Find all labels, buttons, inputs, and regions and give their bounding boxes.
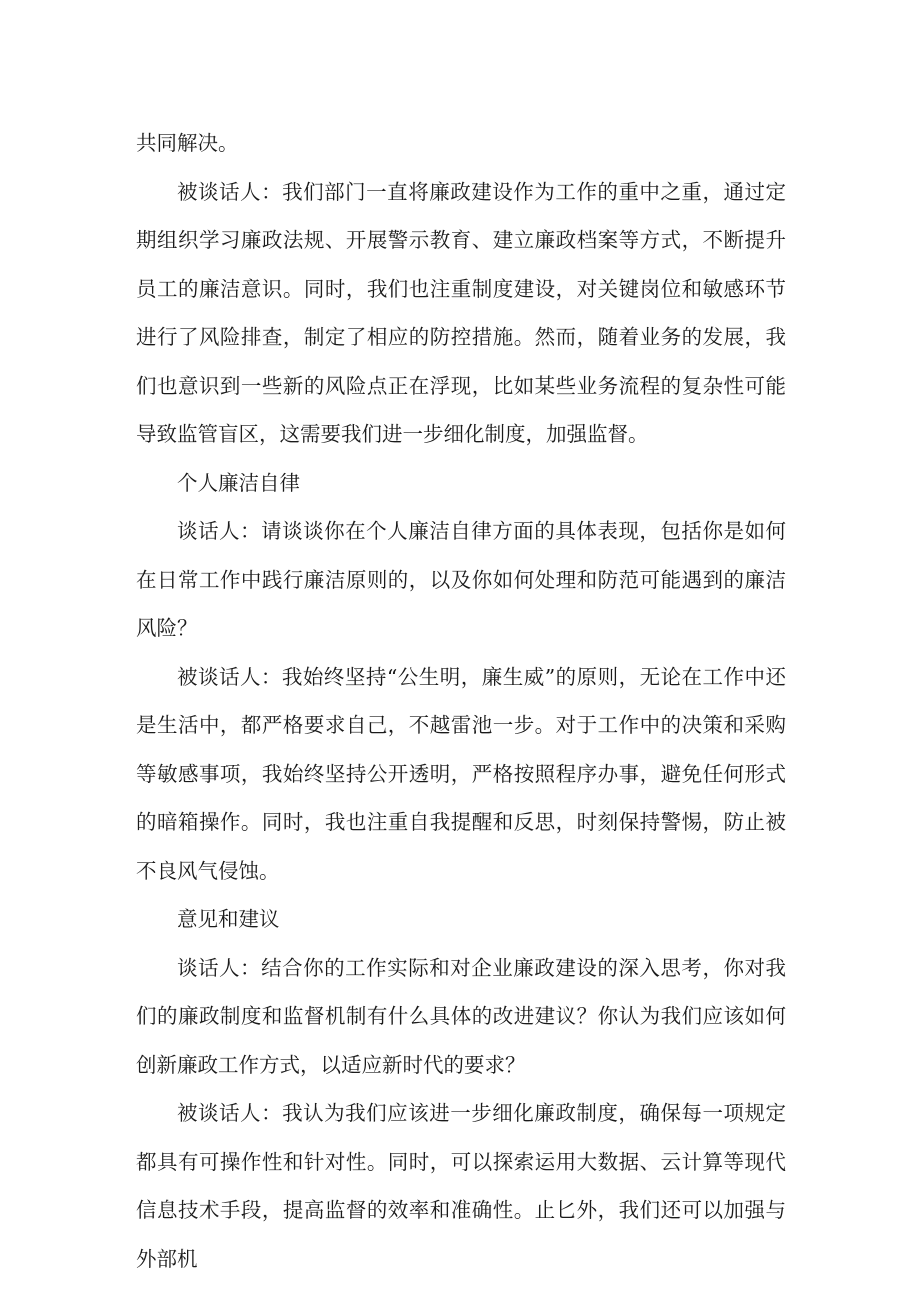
section-heading-personal-integrity: 个人廉洁自律 (177, 470, 300, 495)
paragraph-interviewee-answer-personal: 被谈话人：我始终坚持“公生明，廉生威”的原则，无论在工作中还是生活中，都严格要求自己，不越雷池一步。对于工作中的决策和采购等敏感事项，我始终坚持公开透明，严格按照程序办事，避免任何形式的暗箱操作。同时，我也注重自我提醒和反思，时刻保持警惕，防止被不良风气侵蚀。 (136, 664, 786, 883)
section-heading-suggestions: 意见和建议 (177, 907, 280, 931)
paragraph-continuation: 共同解决。 (136, 131, 239, 155)
paragraph-interviewer-question-suggestions: 谈话人：结合你的工作实际和对企业廉政建设的深入思考，你对我们的廉政制度和监督机制有什么具体的改进建议？你认为我们应该如何创新廉政工作方式，以适应新时代的要求？ (136, 955, 786, 1077)
paragraph-interviewee-answer-department: 被谈话人：我们部门一直将廉政建设作为工作的重中之重，通过定期组织学习廉政法规、开展警示教育、建立廉政档案等方式，不断提升员工的廉洁意识。同时，我们也注重制度建设，对关键岗位和敏感环节进行了风险排查，制定了相应的防控措施。然而，随着业务的发展，我们也意识到一些新的风险点正在浮现，比如某些业务流程的复杂性可能导致监管盲区，这需要我们进一步细化制度，加强监督。 (136, 179, 786, 446)
document-body (136, 119, 786, 1283)
paragraph-interviewee-answer-suggestions: 被谈话人：我认为我们应该进一步细化廉政制度，确保每一项规定都具有可操作性和针对性。同时，可以探索运用大数据、云计算等现代信息技术手段，提高监督的效率和准确性。止匕外，我们还可以加强与外部机 (136, 1101, 786, 1271)
paragraph-interviewer-question-personal: 谈话人：请谈谈你在个人廉洁自律方面的具体表现，包括你是如何在日常工作中践行廉洁原则的，以及你如何处理和防范可能遇到的廉洁风险？ (136, 519, 786, 640)
